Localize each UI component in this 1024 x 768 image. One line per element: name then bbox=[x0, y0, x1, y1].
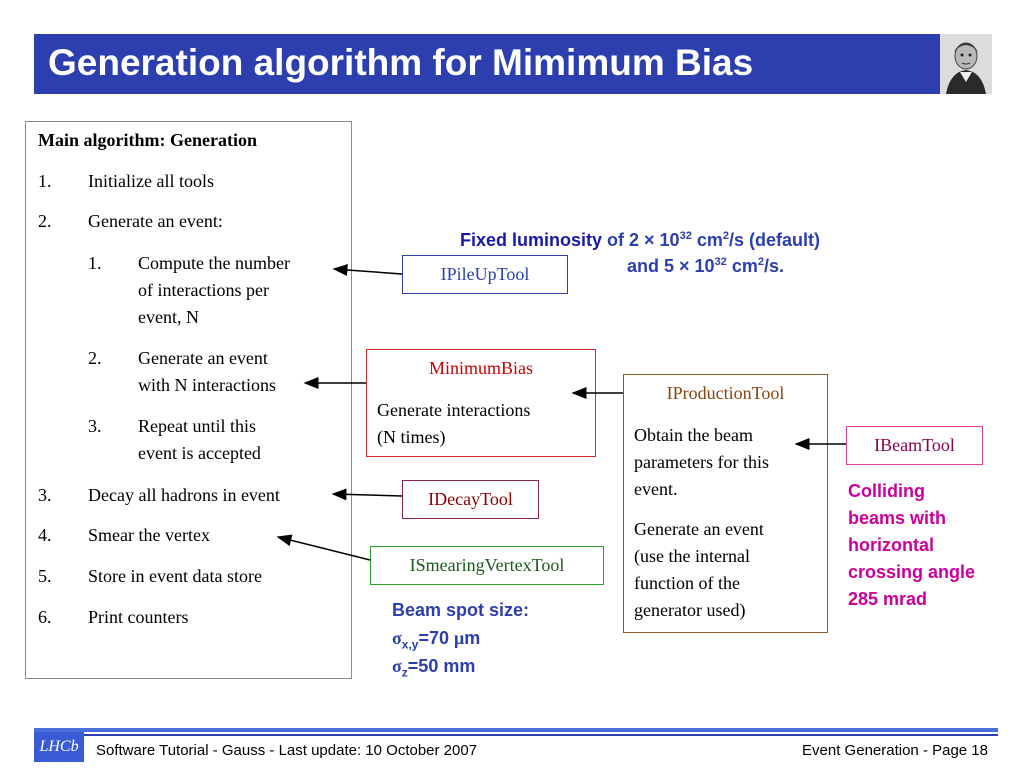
sigma-value: =70 bbox=[418, 628, 455, 648]
luminosity-note-exp: 32 bbox=[679, 230, 692, 242]
list-item-number: 2. bbox=[38, 211, 52, 231]
luminosity-note-text: cm bbox=[726, 256, 758, 276]
ipileuptool-label: IPileUpTool bbox=[440, 264, 530, 284]
list-item-number: 2. bbox=[88, 348, 102, 368]
iproductiontool-line: event. bbox=[634, 479, 678, 499]
list-item-number: 5. bbox=[38, 566, 52, 586]
lhcb-logo-icon: LHCb bbox=[34, 732, 84, 762]
list-item-text: event is accepted bbox=[138, 443, 261, 463]
sigma-symbol: σ bbox=[392, 656, 402, 676]
sigma-unit: m bbox=[464, 628, 481, 648]
list-item-text: Repeat until this bbox=[138, 416, 256, 436]
iproductiontool-line: (use the internal bbox=[634, 546, 750, 566]
minimumbias-line2: (N times) bbox=[377, 427, 446, 447]
ismearingvertextool-label: ISmearingVertexTool bbox=[409, 555, 565, 575]
list-item-text: Initialize all tools bbox=[88, 171, 214, 191]
luminosity-note-emph: Fixed luminosity bbox=[460, 230, 603, 250]
luminosity-note-exp: 32 bbox=[714, 256, 727, 268]
list-item-number: 6. bbox=[38, 607, 52, 627]
list-item-text: Smear the vertex bbox=[88, 525, 210, 545]
idecaytool-label: IDecayTool bbox=[428, 489, 513, 509]
ibeamtool-label: IBeamTool bbox=[874, 435, 955, 455]
list-item-text: Decay all hadrons in event bbox=[88, 485, 280, 505]
list-item-text: with N interactions bbox=[138, 375, 276, 395]
iproductiontool-line: function of the bbox=[634, 573, 740, 593]
iproductiontool-line: parameters for this bbox=[634, 452, 769, 472]
luminosity-note-exp: 2 bbox=[722, 230, 729, 242]
list-item-text: event, N bbox=[138, 307, 199, 327]
list-item-text: Generate an event bbox=[138, 348, 268, 368]
list-item-text: Print counters bbox=[88, 607, 189, 627]
minimumbias-title: MinimumBias bbox=[428, 358, 533, 378]
luminosity-note-text: /s. bbox=[763, 256, 784, 276]
list-item-number: 3. bbox=[38, 485, 52, 505]
arrow-pileup bbox=[334, 269, 402, 274]
list-item-number: 4. bbox=[38, 525, 52, 545]
list-item-text: of interactions per bbox=[138, 280, 269, 300]
luminosity-note-text: and 5 × 10 bbox=[627, 256, 715, 276]
main-algorithm-heading: Main algorithm: Generation bbox=[38, 130, 257, 150]
arrow-decay bbox=[333, 494, 402, 496]
luminosity-note-text: of 2 × 10 bbox=[602, 230, 680, 250]
iproductiontool-line: Generate an event bbox=[634, 519, 764, 539]
luminosity-note-text: cm bbox=[691, 230, 723, 250]
minimumbias-line1: Generate interactions bbox=[377, 400, 531, 420]
list-item-number: 3. bbox=[88, 416, 102, 436]
mu-symbol: μ bbox=[454, 628, 465, 648]
list-item-text: Store in event data store bbox=[88, 566, 262, 586]
iproductiontool-title: IProductionTool bbox=[666, 383, 785, 403]
list-item-text: Generate an event: bbox=[88, 211, 223, 231]
beamspot-title: Beam spot size: bbox=[392, 600, 530, 620]
luminosity-note-text: /s (default) bbox=[728, 230, 820, 250]
sigma-subscript: z bbox=[401, 665, 408, 680]
footer-left-text: Software Tutorial - Gauss - Last update: 10 October 2007 bbox=[96, 742, 478, 759]
sigma-symbol: σ bbox=[392, 628, 402, 648]
footer-page-number: Event Generation - Page 18 bbox=[802, 742, 988, 759]
sigma-subscript: x,y bbox=[401, 637, 419, 652]
iproductiontool-line: generator used) bbox=[634, 600, 746, 620]
colliding-note-line: Colliding bbox=[848, 481, 925, 501]
colliding-note-line: 285 mrad bbox=[848, 589, 928, 609]
sigma-value: =50 mm bbox=[407, 656, 476, 676]
colliding-note-line: crossing angle bbox=[848, 562, 976, 582]
colliding-note-line: horizontal bbox=[848, 535, 934, 555]
list-item-text: Compute the number bbox=[138, 253, 290, 273]
footer-divider bbox=[34, 728, 998, 732]
iproductiontool-line: Obtain the beam bbox=[634, 425, 753, 445]
arrow-smearing bbox=[278, 537, 370, 560]
page-title: Generation algorithm for Mimimum Bias bbox=[48, 42, 754, 83]
list-item-number: 1. bbox=[88, 253, 102, 273]
list-item-number: 1. bbox=[38, 171, 52, 191]
footer-divider bbox=[34, 734, 998, 736]
colliding-note-line: beams with bbox=[848, 508, 947, 528]
luminosity-note-exp: 2 bbox=[757, 256, 764, 268]
